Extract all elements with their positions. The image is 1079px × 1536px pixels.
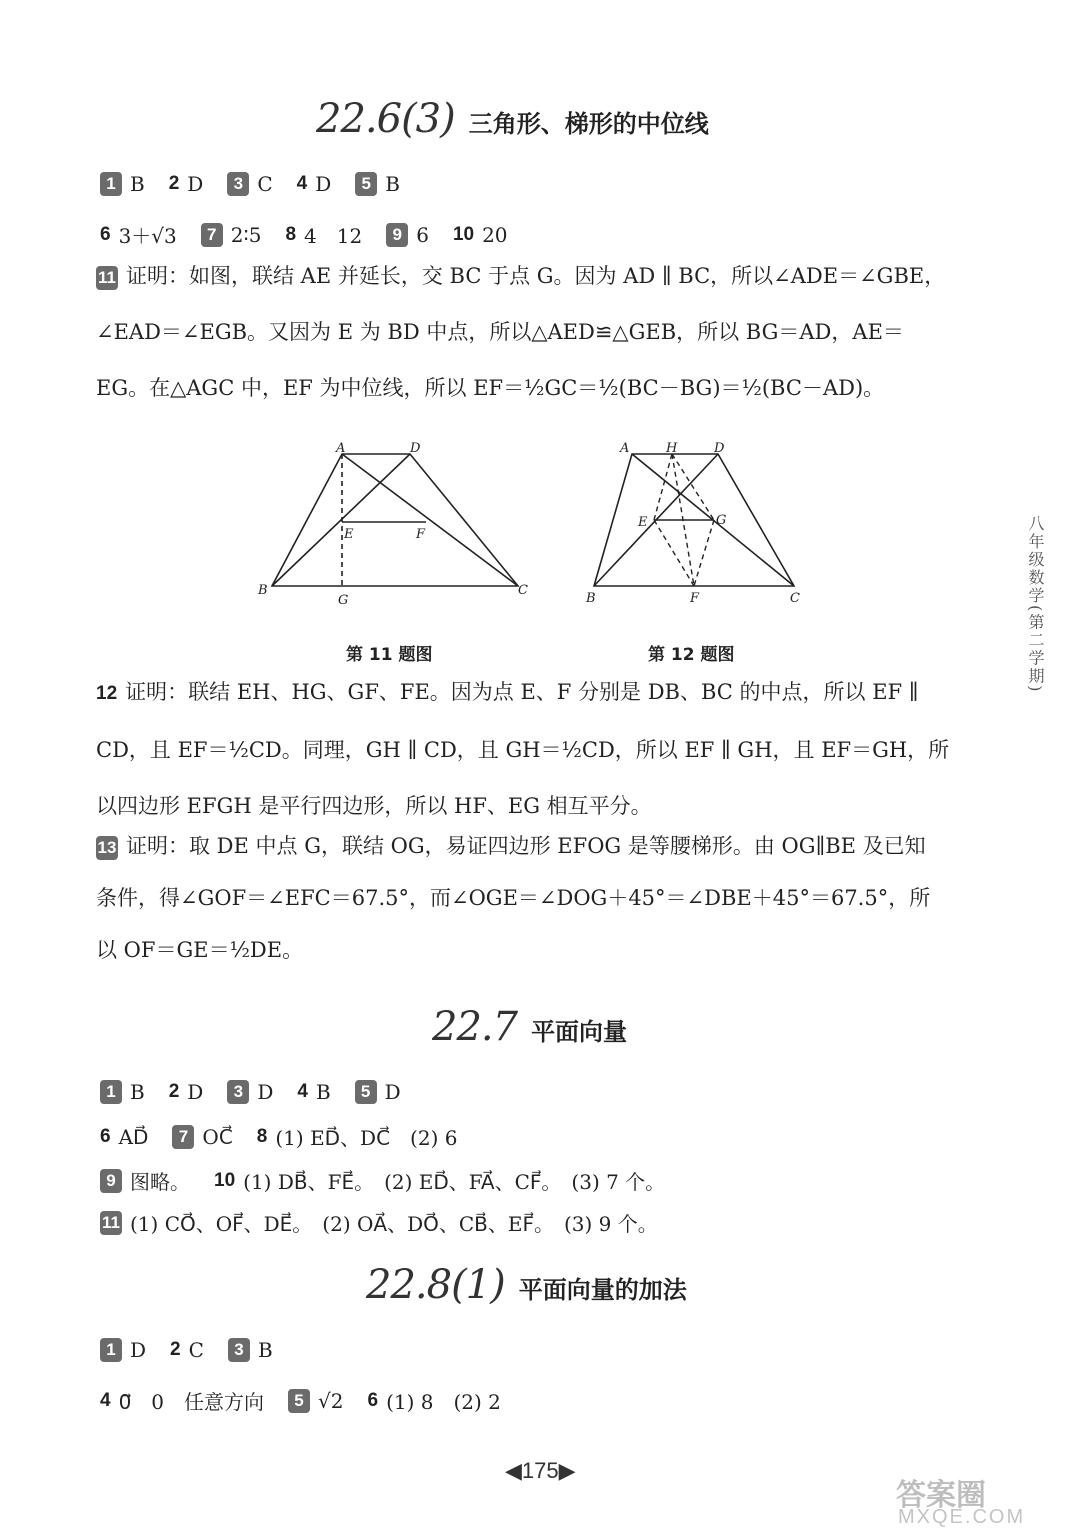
proof-line: ∠EAD＝∠EGB。又因为 E 为 BD 中点，所以△AED≌△GEB，所以 BG＝AD，AE＝ [96, 320, 904, 344]
answer-row [100, 1122, 481, 1151]
answer-item [355, 1080, 401, 1104]
question-number-badge: 3 [227, 172, 249, 196]
proof-line: 以四边形 EFGH 是平行四边形，所以 HF、EG 相互平分。 [96, 794, 652, 818]
fig11-label-E: E [344, 527, 354, 542]
answer-item [227, 1080, 273, 1104]
proof-line: 证明：如图，联结 AE 并延长，交 BC 于点 G。因为 AD ∥ BC，所以∠ADE＝∠GBE， [126, 264, 946, 288]
figure-12-caption: 第 12 题图 [648, 645, 735, 665]
answer-text: √2 [318, 1388, 344, 1413]
question-number: 10 [214, 1169, 236, 1191]
answer-text: B [385, 172, 400, 196]
answer-text: D [187, 172, 204, 196]
answer-text: 6 [416, 222, 429, 247]
question-number-badge: 11 [96, 266, 118, 290]
answer-text: 3＋√3 [118, 224, 177, 248]
fig12-label-E: E [638, 515, 648, 530]
answer-text: 图略。 [130, 1170, 190, 1194]
answer-text: (1) DB⃗、FE⃗。 (2) ED⃗、FA⃗、CF⃗。 (3) 7 个。 [243, 1170, 666, 1194]
question-number: 12 [96, 683, 118, 704]
answer-item [297, 1080, 330, 1104]
answer-text: AD⃗ [118, 1124, 149, 1149]
answer-row [100, 1208, 682, 1237]
question-number: 4 [297, 1081, 308, 1102]
answer-item [100, 220, 177, 249]
figure-12-trapezoid [580, 436, 810, 612]
question-number: 8 [285, 223, 297, 245]
question-number-badge: 1 [100, 1080, 122, 1104]
fig11-label-B: B [258, 583, 268, 598]
question-number-badge: 1 [100, 172, 122, 196]
question-number-badge: 5 [355, 172, 377, 196]
answer-text: C [188, 1338, 204, 1362]
answer-text: B [257, 1338, 273, 1362]
fig12-label-H: H [666, 441, 678, 456]
answer-item [228, 1338, 273, 1362]
answer-item [297, 172, 332, 196]
proof-line: CD，且 EF＝½CD。同理，GH ∥ CD，且 GH＝½CD，所以 EF ∥ GH，且 EF＝GH，所 [96, 738, 950, 762]
proof-line: 证明：联结 EH、HG、GF、FE。因为点 E、F 分别是 DB、BC 的中点，所以 EF ∥ [125, 680, 919, 704]
answer-text: 4 12 [304, 224, 363, 248]
question-number-badge: 7 [172, 1125, 194, 1149]
proof-line: 条件，得∠GOF＝∠EFC＝67.5°，而∠OGE＝∠DOG＋45°＝∠DBE＋45°＝67.5°，所 [96, 886, 931, 910]
answer-item [100, 1338, 146, 1362]
question-number-badge: 13 [96, 836, 118, 860]
answer-text: (1) CO⃗、OF⃗、DE⃗。 (2) OA⃗、DO⃗、CB⃗、EF⃗。 (3) 9 个。 [130, 1212, 658, 1236]
question-number: 8 [256, 1125, 268, 1147]
answer-row [100, 1386, 525, 1415]
answer-item [169, 172, 204, 196]
question-number-badge: 5 [355, 1080, 377, 1104]
fig11-label-A: A [336, 441, 346, 456]
answer-text: OC⃗ [202, 1124, 233, 1149]
section-title-22-7 [432, 1004, 627, 1050]
proof-line: 以 OF＝GE＝½DE。 [96, 938, 304, 962]
question-number-badge: 3 [228, 1338, 250, 1362]
answer-item [100, 1125, 148, 1149]
answer-item [172, 1125, 232, 1149]
question-number-badge: 3 [227, 1080, 249, 1104]
question-11-proof [96, 248, 968, 416]
question-number-badge: 11 [100, 1211, 122, 1235]
answer-item [170, 1338, 204, 1362]
fig11-label-C: C [518, 583, 528, 598]
answer-text: B [130, 172, 145, 196]
answer-item [214, 1166, 665, 1195]
fig12-label-C: C [790, 591, 800, 606]
section-title-22-6-3 [316, 96, 709, 142]
watermark-url: MXQE.COM [898, 1506, 1026, 1528]
answer-row [100, 1166, 689, 1195]
fig12-label-G: G [716, 513, 727, 528]
answer-text: D [187, 1080, 204, 1104]
question-number-badge: 5 [288, 1389, 310, 1413]
answer-row [100, 1080, 425, 1104]
answer-row [100, 220, 532, 249]
question-number-badge: 9 [100, 1169, 122, 1193]
section-name: 平面向量的加法 [518, 1276, 687, 1304]
answer-text: C [257, 172, 273, 196]
section-number: 22.6(3) [316, 96, 455, 142]
question-number: 6 [100, 223, 111, 245]
answer-item [169, 1080, 204, 1104]
section-name: 平面向量 [531, 1018, 628, 1046]
question-number-badge: 1 [100, 1338, 122, 1362]
answer-item [100, 1208, 658, 1237]
section-number: 22.8(1) [366, 1262, 505, 1308]
section-title-22-8-1 [366, 1262, 687, 1308]
answer-text: B [130, 1080, 145, 1104]
question-number: 6 [367, 1389, 379, 1411]
answer-text: D [315, 172, 332, 196]
question-number: 2 [168, 1081, 180, 1102]
answer-item [201, 223, 262, 247]
answer-item [100, 1080, 145, 1104]
answer-item [355, 172, 400, 196]
question-number-badge: 7 [201, 223, 223, 247]
question-number: 10 [452, 223, 475, 245]
page-number-value: 175 [521, 1458, 559, 1483]
answer-item [100, 1166, 190, 1195]
section-name: 三角形、梯形的中位线 [468, 110, 709, 138]
answer-item [227, 172, 272, 196]
answer-row [100, 172, 424, 196]
side-book-title: 八年级数学(第二学期) [1026, 515, 1045, 694]
answer-text: 2∶5 [230, 222, 262, 247]
answer-text: D [384, 1080, 401, 1104]
question-number: 6 [100, 1125, 111, 1147]
answer-item [100, 172, 145, 196]
answer-item [368, 1386, 501, 1415]
answer-text: D [130, 1338, 147, 1362]
fig11-label-D: D [410, 441, 421, 456]
question-number: 2 [170, 1339, 181, 1360]
answer-item [386, 223, 429, 247]
answer-item [257, 1122, 458, 1151]
question-number: 2 [168, 173, 180, 194]
fig12-label-D: D [714, 441, 725, 456]
figure-11-caption: 第 11 题图 [346, 645, 433, 665]
fig12-label-B: B [586, 591, 596, 606]
question-number: 4 [100, 1389, 111, 1411]
answer-text: 0⃗ 0 任意方向 [118, 1390, 265, 1414]
answer-text: B [315, 1080, 331, 1104]
answer-text: (1) ED⃗、DC⃗ (2) 6 [275, 1126, 458, 1150]
fig11-label-G: G [338, 593, 349, 608]
question-12-proof [96, 664, 968, 834]
proof-line: EG。在△AGC 中，EF 为中位线，所以 EF＝½GC＝½(BC－BG)＝½(BC－AD)。 [96, 376, 885, 400]
answer-item [288, 1389, 343, 1413]
question-number-badge: 9 [386, 223, 408, 247]
question-13-proof [96, 820, 968, 976]
answer-text: (1) 8 (2) 2 [386, 1390, 501, 1414]
fig12-label-F: F [690, 591, 700, 606]
question-number: 4 [296, 173, 308, 194]
answer-row [100, 1338, 297, 1362]
figure-11-trapezoid [250, 436, 540, 612]
answer-item [285, 220, 362, 249]
proof-line: 证明：取 DE 中点 G，联结 OG，易证四边形 EFOG 是等腰梯形。由 OG∥BE 及已知 [126, 834, 926, 858]
answer-item [100, 1386, 264, 1415]
answer-text: 20 [482, 222, 508, 247]
answer-item [453, 223, 508, 247]
page-number: ◀175▶ [505, 1458, 576, 1483]
answer-text: D [257, 1080, 274, 1104]
fig11-label-F: F [416, 527, 426, 542]
section-number: 22.7 [432, 1004, 518, 1050]
watermark-logo: 答案圈 [896, 1478, 986, 1513]
fig12-label-A: A [620, 441, 630, 456]
